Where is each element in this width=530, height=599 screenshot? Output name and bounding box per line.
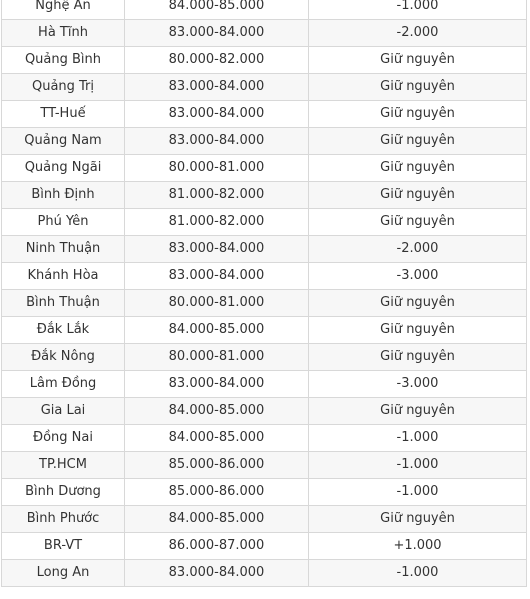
table-row bbox=[2, 344, 527, 371]
province-cell: Hà Tĩnh bbox=[2, 20, 125, 47]
province-cell: TT-Huế bbox=[2, 101, 125, 128]
price-cell: 84.000-85.000 bbox=[125, 0, 309, 20]
change-cell: -3.000 bbox=[309, 371, 527, 398]
table-row bbox=[2, 506, 527, 533]
province-cell: Ninh Thuận bbox=[2, 236, 125, 263]
province-cell: Quảng Trị bbox=[2, 74, 125, 101]
province-cell: Khánh Hòa bbox=[2, 263, 125, 290]
price-cell: 83.000-84.000 bbox=[125, 236, 309, 263]
price-cell: 84.000-85.000 bbox=[125, 425, 309, 452]
province-cell: Long An bbox=[2, 560, 125, 587]
table-row bbox=[2, 398, 527, 425]
price-cell: 84.000-85.000 bbox=[125, 317, 309, 344]
price-cell: 83.000-84.000 bbox=[125, 74, 309, 101]
province-cell: Bình Thuận bbox=[2, 290, 125, 317]
province-cell: Bình Dương bbox=[2, 479, 125, 506]
province-cell: Bình Định bbox=[2, 182, 125, 209]
price-cell: 84.000-85.000 bbox=[125, 398, 309, 425]
province-cell: Gia Lai bbox=[2, 398, 125, 425]
province-cell: Đồng Nai bbox=[2, 425, 125, 452]
province-cell: Quảng Ngãi bbox=[2, 155, 125, 182]
province-cell: Bình Phước bbox=[2, 506, 125, 533]
price-cell: 83.000-84.000 bbox=[125, 20, 309, 47]
table-row bbox=[2, 0, 527, 20]
price-cell: 84.000-85.000 bbox=[125, 506, 309, 533]
price-cell: 83.000-84.000 bbox=[125, 371, 309, 398]
province-cell: Phú Yên bbox=[2, 209, 125, 236]
province-cell: Lâm Đồng bbox=[2, 371, 125, 398]
province-cell: Quảng Nam bbox=[2, 128, 125, 155]
province-cell: TP.HCM bbox=[2, 452, 125, 479]
change-cell: Giữ nguyên bbox=[309, 182, 527, 209]
price-table-body bbox=[2, 0, 527, 587]
change-cell: -1.000 bbox=[309, 425, 527, 452]
change-cell: -1.000 bbox=[309, 0, 527, 20]
price-cell: 85.000-86.000 bbox=[125, 479, 309, 506]
province-cell: Đắk Nông bbox=[2, 344, 125, 371]
change-cell: Giữ nguyên bbox=[309, 101, 527, 128]
price-cell: 80.000-82.000 bbox=[125, 47, 309, 74]
table-row bbox=[2, 74, 527, 101]
change-cell: Giữ nguyên bbox=[309, 290, 527, 317]
table-row bbox=[2, 560, 527, 587]
price-cell: 83.000-84.000 bbox=[125, 263, 309, 290]
table-row bbox=[2, 425, 527, 452]
change-cell: Giữ nguyên bbox=[309, 344, 527, 371]
change-cell: Giữ nguyên bbox=[309, 209, 527, 236]
province-cell: Nghệ An bbox=[2, 0, 125, 20]
change-cell: Giữ nguyên bbox=[309, 398, 527, 425]
table-row bbox=[2, 236, 527, 263]
table-row bbox=[2, 20, 527, 47]
table-row bbox=[2, 101, 527, 128]
price-cell: 83.000-84.000 bbox=[125, 128, 309, 155]
price-cell: 83.000-84.000 bbox=[125, 101, 309, 128]
table-row bbox=[2, 479, 527, 506]
table-row bbox=[2, 452, 527, 479]
change-cell: Giữ nguyên bbox=[309, 506, 527, 533]
change-cell: -2.000 bbox=[309, 20, 527, 47]
table-row bbox=[2, 182, 527, 209]
table-row bbox=[2, 533, 527, 560]
change-cell: -1.000 bbox=[309, 452, 527, 479]
price-cell: 86.000-87.000 bbox=[125, 533, 309, 560]
table-row bbox=[2, 128, 527, 155]
province-cell: Đắk Lắk bbox=[2, 317, 125, 344]
price-cell: 81.000-82.000 bbox=[125, 209, 309, 236]
table-row bbox=[2, 47, 527, 74]
change-cell: +1.000 bbox=[309, 533, 527, 560]
change-cell: -2.000 bbox=[309, 236, 527, 263]
change-cell: Giữ nguyên bbox=[309, 47, 527, 74]
price-cell: 83.000-84.000 bbox=[125, 560, 309, 587]
table-row bbox=[2, 290, 527, 317]
table-row bbox=[2, 263, 527, 290]
price-cell: 81.000-82.000 bbox=[125, 182, 309, 209]
table-row bbox=[2, 317, 527, 344]
change-cell: -1.000 bbox=[309, 560, 527, 587]
table-row bbox=[2, 371, 527, 398]
change-cell: -3.000 bbox=[309, 263, 527, 290]
price-cell: 80.000-81.000 bbox=[125, 290, 309, 317]
price-table bbox=[1, 0, 527, 587]
table-row bbox=[2, 209, 527, 236]
change-cell: -1.000 bbox=[309, 479, 527, 506]
change-cell: Giữ nguyên bbox=[309, 155, 527, 182]
province-cell: BR-VT bbox=[2, 533, 125, 560]
change-cell: Giữ nguyên bbox=[309, 74, 527, 101]
change-cell: Giữ nguyên bbox=[309, 317, 527, 344]
price-cell: 80.000-81.000 bbox=[125, 155, 309, 182]
table-row bbox=[2, 155, 527, 182]
price-cell: 85.000-86.000 bbox=[125, 452, 309, 479]
price-cell: 80.000-81.000 bbox=[125, 344, 309, 371]
province-cell: Quảng Bình bbox=[2, 47, 125, 74]
change-cell: Giữ nguyên bbox=[309, 128, 527, 155]
